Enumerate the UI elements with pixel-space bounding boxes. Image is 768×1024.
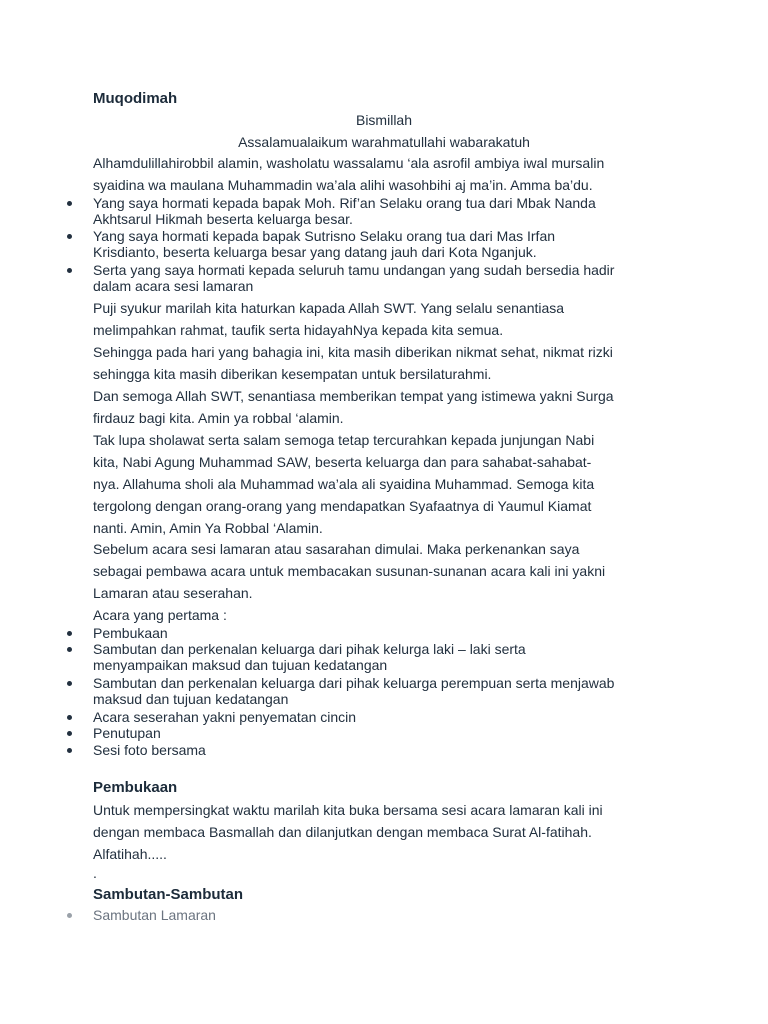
- bullet-icon: [67, 268, 72, 273]
- text-line: firdauz bagi kita. Amin ya robbal ‘alamin.: [93, 410, 344, 426]
- text-line: Krisdianto, beserta keluarga besar yang datang jauh dari Kota Nganjuk.: [93, 244, 537, 260]
- agenda-item: [93, 675, 693, 707]
- text-line: dalam acara sesi lamaran: [93, 278, 254, 294]
- text-line: melimpahkan rahmat, taufik serta hidayahNya kepada kita semua.: [93, 322, 504, 338]
- text-line: Alhamdulillahirobbil alamin, washolatu wassalamu ‘ala asrofil ambiya iwal mursalin: [93, 155, 605, 171]
- text-line: Untuk mempersingkat waktu marilah kita buka bersama sesi acara lamaran kali ini: [93, 802, 603, 818]
- heading-pembukaan: Pembukaan: [93, 779, 178, 796]
- text-line: .: [93, 865, 97, 881]
- text-line: Yang saya hormati kepada bapak Sutrisno Selaku orang tua dari Mas Irfan: [93, 228, 556, 244]
- text-line: nya. Allahuma sholi ala Muhammad wa’ala ali syaidina Muhammad. Semoga kita: [93, 476, 595, 492]
- intro-paragraph: [93, 152, 693, 196]
- agenda-item: [93, 641, 693, 673]
- text-line: dengan membaca Basmallah dan dilanjutkan dengan membaca Surat Al-fatihah.: [93, 824, 592, 840]
- text-line: Puji syukur marilah kita haturkan kapada Allah SWT. Yang selalu senantiasa: [93, 300, 565, 316]
- bismillah-line: Bismillah: [355, 112, 412, 128]
- text-line: syaidina wa maulana Muhammadin wa’ala alihi wasohbihi aj ma’in. Amma ba’du.: [93, 177, 593, 193]
- text-line: maksud dan tujuan kedatangan: [93, 691, 289, 707]
- paragraph-pembukaan: [93, 799, 693, 865]
- bullet-icon: [67, 748, 72, 753]
- paragraph-sholawat: [93, 429, 693, 539]
- text-line: Sambutan dan perkenalan keluarga dari pihak keluarga perempuan serta menjawab: [93, 675, 615, 691]
- text-line: nanti. Amin, Amin Ya Robbal ‘Alamin.: [93, 520, 323, 536]
- paragraph-syukur: [93, 297, 693, 341]
- text-line: Pembukaan: [93, 625, 168, 641]
- text-line: Acara seserahan yakni penyematan cincin: [93, 709, 357, 725]
- heading-sambutan: Sambutan-Sambutan: [93, 886, 244, 903]
- agenda-item: [93, 709, 693, 725]
- paragraph-acara-pertama: [93, 604, 693, 626]
- bullet-icon: [67, 201, 72, 206]
- sambutan-item: [93, 907, 693, 923]
- stray-mark: [93, 866, 693, 880]
- bullet-icon: [67, 913, 72, 918]
- text-line: Alfatihah.....: [93, 846, 167, 862]
- bullet-icon: [67, 731, 72, 736]
- paragraph-doa: [93, 385, 693, 429]
- text-line: Dan semoga Allah SWT, senantiasa memberikan tempat yang istimewa yakni Surga: [93, 388, 614, 404]
- heading-muqodimah: Muqodimah: [93, 90, 178, 107]
- agenda-item: [93, 725, 693, 741]
- text-line: Penutupan: [93, 725, 161, 741]
- bullet-icon: [67, 715, 72, 720]
- bullet-icon: [67, 631, 72, 636]
- text-line: Sebelum acara sesi lamaran atau sasarahan dimulai. Maka perkenankan saya: [93, 541, 580, 557]
- text-line: Yang saya hormati kepada bapak Moh. Rif’an Selaku orang tua dari Mbak Nanda: [93, 195, 596, 211]
- bullet-icon: [67, 681, 72, 686]
- greeting-item: [93, 195, 693, 227]
- text-line: Sehingga pada hari yang bahagia ini, kita masih diberikan nikmat sehat, nikmat rizki: [93, 344, 613, 360]
- greeting-item: [93, 228, 693, 260]
- text-line: tergolong dengan orang-orang yang mendapatkan Syafaatnya di Yaumul Kiamat: [93, 498, 592, 514]
- bullet-icon: [67, 234, 72, 239]
- text-line: sebagai pembawa acara untuk membacakan susunan-sunanan acara kali ini yakni: [93, 563, 606, 579]
- text-line: Serta yang saya hormati kepada seluruh tamu undangan yang sudah bersedia hadir: [93, 262, 615, 278]
- agenda-item: [93, 742, 693, 758]
- bullet-icon: [67, 647, 72, 652]
- salam-line: Assalamualaikum warahmatullahi wabarakatuh: [238, 134, 530, 150]
- text-line: Acara yang pertama :: [93, 607, 227, 623]
- text-line: Tak lupa sholawat serta salam semoga tetap tercurahkan kepada junjungan Nabi: [93, 432, 595, 448]
- paragraph-susunan: [93, 538, 693, 604]
- paragraph-nikmat: [93, 341, 693, 385]
- text-line: Sesi foto bersama: [93, 742, 206, 758]
- agenda-item: [93, 625, 693, 641]
- text-line: kita, Nabi Agung Muhammad SAW, beserta keluarga dan para sahabat-sahabat-: [93, 454, 592, 470]
- greeting-item: [93, 262, 693, 294]
- text-line: Sambutan Lamaran: [93, 907, 216, 923]
- text-line: Akhtsarul Hikmah beserta keluarga besar.: [93, 211, 353, 227]
- text-line: Sambutan dan perkenalan keluarga dari pihak kelurga laki – laki serta: [93, 641, 526, 657]
- text-line: sehingga kita masih diberikan kesempatan untuk bersilaturahmi.: [93, 366, 492, 382]
- text-line: menyampaikan maksud dan tujuan kedatangan: [93, 657, 388, 673]
- text-line: Lamaran atau seserahan.: [93, 585, 253, 601]
